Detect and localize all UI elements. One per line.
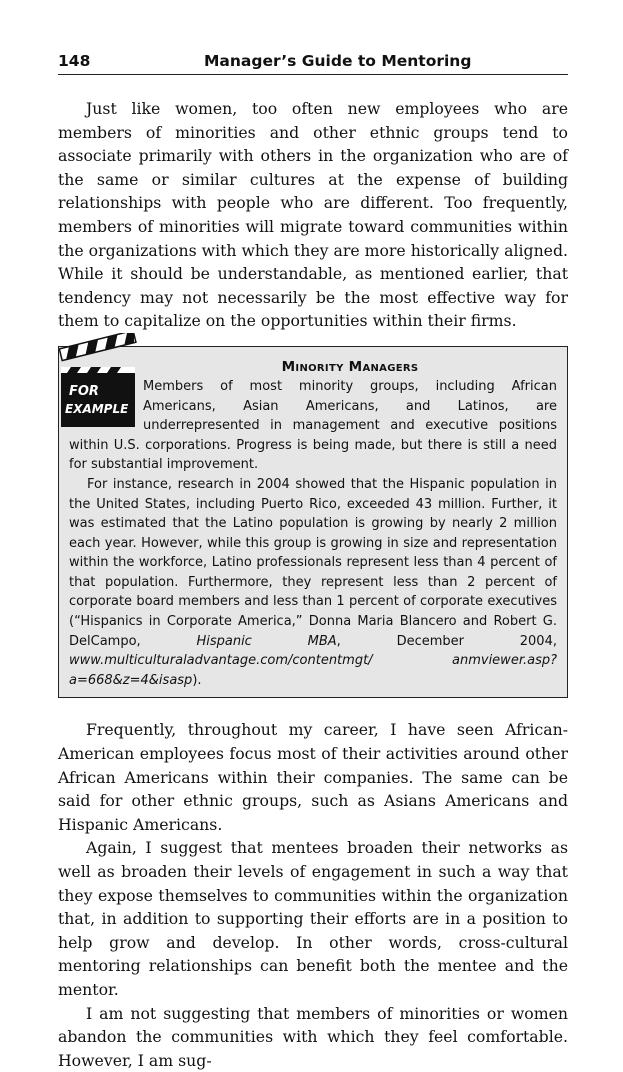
citation-journal: Hispanic MBA bbox=[196, 633, 337, 649]
sidebar-paragraph bbox=[69, 475, 557, 691]
citation-end: ). bbox=[192, 672, 202, 688]
badge-word-for: FOR bbox=[69, 383, 99, 399]
paragraph: Just like women, too often new employees who are members of minorities and other ethnic groups tend to associate primarily with others in the organization who are of the same or similar cultures at the expense of building relationships with people who are different. Too frequently, members of minorities will migrate toward communities within the organizations with which they are more historically aligned. While it should be understandable, as mentioned earlier, that tendency may not necessarily be the most effective way for them to capitalize on the opportunities within their firms. bbox=[58, 99, 568, 331]
paragraph: I am not suggesting that members of minorities or women abandon the communities with which they feel comfortable. However, I am sug- bbox=[58, 1003, 568, 1070]
for-example-sidebar bbox=[58, 346, 568, 699]
sidebar-paragraph: Members of most minority groups, including African Americans, Asian Americans, and Latinos, are underrepresented in management and executive positions within U.S. corporations. Progress is being made, but there is still a need for substantial improvement. bbox=[69, 378, 557, 473]
book-page bbox=[58, 52, 568, 1072]
citation-url: www.multiculturaladvantage.com/contentmgt/ anmviewer.asp?a=668&z=4&isasp bbox=[69, 653, 557, 688]
page-number: 148 bbox=[58, 52, 91, 70]
clapperboard-icon bbox=[59, 333, 133, 433]
sidebar-title: Minority Managers bbox=[281, 358, 419, 375]
paragraph: Again, I suggest that mentees broaden their networks as well as broaden their levels of engagement in such a way that they expose themselves to communities within the organization that, in addition to supporting their efforts are in a position to help grow and develop. In other words, cross-cultural mentoring relationships can benefit both the mentee and the mentor. bbox=[58, 838, 568, 999]
running-title: Manager’s Guide to Mentoring bbox=[204, 52, 472, 70]
body-text bbox=[58, 97, 568, 1072]
paragraph: Frequently, throughout my career, I have seen African-American employees focus most of their activities around other African Americans within their companies. The same can be said for other ethnic groups, such as Asians Americans and Hispanic Americans. bbox=[58, 720, 568, 834]
body-text-continued bbox=[58, 718, 568, 1072]
sidebar-text: For instance, research in 2004 showed that the Hispanic population in the United States, including Puerto Rico, exceeded 43 million. Further, it was estimated that the Latino population is growing by nearly 2 million each year. However, while this group is growing in size and representation within the workforce, Latino professionals represent less than 4 percent of that population. Furthermore, they represent less than 2 percent of corporate board members and less than 1 percent of corporate executives (“Hispanics in Corporate America,” Donna Maria Blancero and Robert G. DelCampo, bbox=[69, 476, 557, 649]
citation-date: , December 2004, bbox=[336, 633, 557, 649]
running-head bbox=[58, 52, 568, 75]
badge-word-example: EXAMPLE bbox=[65, 401, 129, 416]
